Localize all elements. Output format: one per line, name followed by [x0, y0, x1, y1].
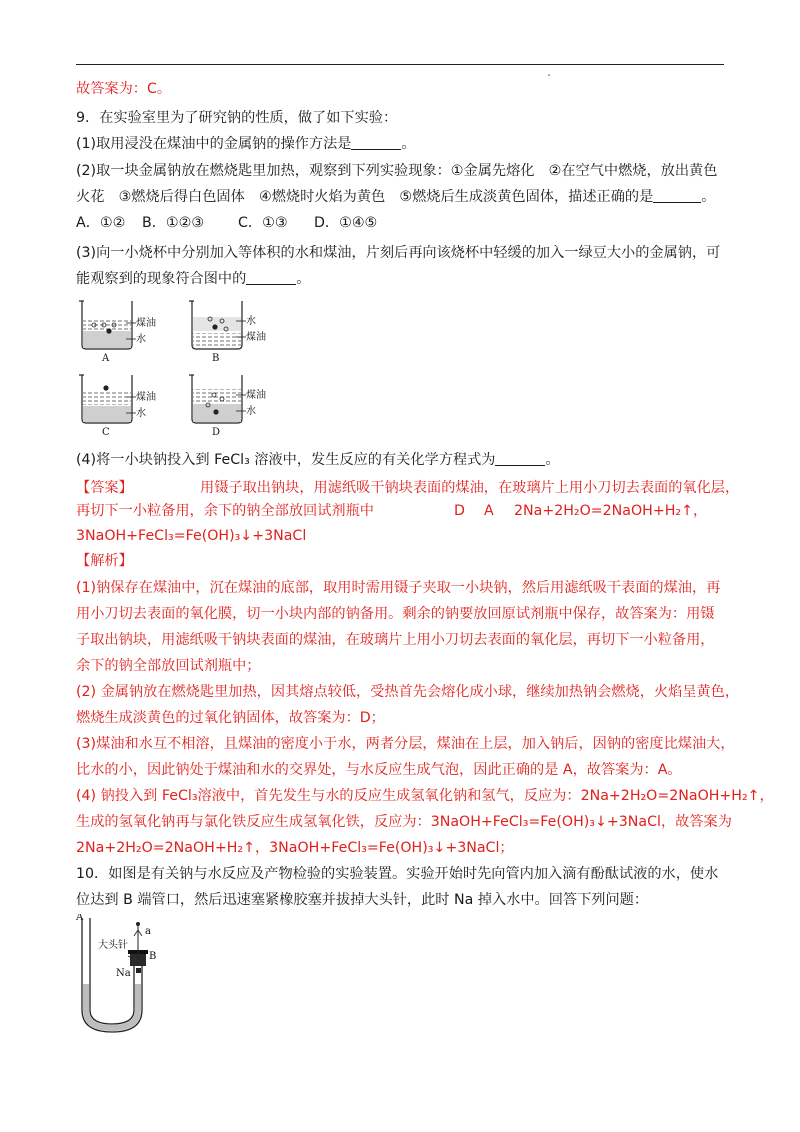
q9-part1 — [76, 134, 416, 154]
q9-part2-end: 。 — [701, 189, 716, 205]
beaker-c-letter: C — [102, 427, 110, 438]
beaker-b-bottom-label: 煤油 — [246, 332, 266, 343]
answer-tag: 【答案】 — [76, 480, 133, 496]
u-tube-label-b: B — [149, 951, 157, 962]
analysis-line: (1)钠保存在煤油中，沉在煤油的底部，取用时需用镊子夹取一小块钠，然后用滤纸吸干表面的煤油，再 — [76, 580, 721, 596]
analysis-tag: 【解析】 — [76, 553, 133, 569]
q9-part2-text: 火花 ③燃烧后得白色固体 ④燃烧时火焰为黄色 ⑤燃烧后生成淡黄色固体，描述正确的是 — [76, 189, 654, 205]
q9-options — [76, 213, 377, 233]
q9-part3-end: 。 — [296, 271, 311, 287]
q9-part4-text: (4)将一小块钠投入到 FeCl₃ 溶液中，发生反应的有关化学方程式为 — [76, 452, 496, 468]
answer-text-2: 再切下一小粒备用，余下的钠全部放回试剂瓶中 — [76, 503, 374, 519]
scan-dot — [548, 74, 550, 76]
analysis-line: (2) 金属钠放在燃烧匙里加热，因其熔点较低，受热首先会熔化成小球，继续加热钠会燃烧，火焰呈黄色， — [76, 684, 740, 700]
u-tube-figure — [76, 914, 196, 1038]
analysis-line: 燃烧生成淡黄色的过氧化钠固体，故答案为：D； — [76, 710, 385, 726]
q10-line2: 位达到 B 端管口，然后迅速塞紧橡胶塞并拔掉大头针，此时 Na 掉入水中。回答下列问题： — [76, 892, 649, 908]
answer-blank — [495, 451, 545, 466]
q9-part3-text: 能观察到的现象符合图中的 — [76, 271, 247, 287]
answer-line2 — [76, 501, 707, 521]
u-tube-label-pin: 大头针 — [98, 940, 128, 951]
u-tube-label-na: Na — [116, 968, 131, 979]
q9-part3-line1: (3)向一小烧杯中分别加入等体积的水和煤油，片刻后再向该烧杯中轻缓的加入一绿豆大小的金属钠，可 — [76, 245, 721, 261]
analysis-line: 余下的钠全部放回试剂瓶中； — [76, 658, 261, 674]
q9-part2-line1: (2)取一块金属钠放在燃烧匙里加热，观察到下列实验现象：①金属先熔化 ②在空气中燃烧，放出黄色 — [76, 163, 718, 179]
answer-blank — [246, 270, 296, 285]
prev-answer: 故答案为：C。 — [76, 81, 172, 97]
answer-text-1: 用镊子取出钠块，用滤纸吸干钠块表面的煤油，在玻璃片上用小刀切去表面的氧化层， — [200, 480, 740, 496]
beaker-figure — [76, 295, 276, 441]
beaker-b-top-label: 水 — [246, 316, 256, 327]
q9-part1-text: (1)取用浸没在煤油中的金属钠的操作方法是 — [76, 136, 352, 152]
q9-part3-line2 — [76, 269, 310, 289]
u-tube-label-a-lower: a — [145, 926, 151, 937]
answer-line1 — [76, 478, 739, 498]
u-tube-label-a-upper: A — [76, 914, 84, 923]
beaker-d — [189, 375, 266, 438]
beaker-a-top-label: 煤油 — [136, 318, 156, 329]
q9-part4-end: 。 — [545, 452, 560, 468]
answer-a: A — [484, 503, 494, 519]
beaker-d-top-label: 煤油 — [246, 390, 266, 401]
option-c: C．①③ — [238, 215, 288, 231]
beaker-b — [189, 301, 266, 364]
answer-eq-1: 2Na+2H₂O=2NaOH+H₂↑， — [514, 503, 708, 519]
analysis-line: (4) 钠投入到 FeCl₃溶液中，首先发生与水的反应生成氢氧化钠和氢气，反应为：2Na+2H₂O=2NaOH+H₂↑， — [76, 788, 774, 804]
beaker-b-letter: B — [212, 353, 220, 364]
q9-part4 — [76, 450, 560, 470]
analysis-line: 子取出钠块，用滤纸吸干钠块表面的煤油，在玻璃片上用小刀切去表面的氧化层，再切下一小粒备用， — [76, 632, 715, 648]
beaker-a-bottom-label: 水 — [136, 334, 146, 345]
beaker-d-bottom-label: 水 — [246, 406, 256, 417]
answer-blank — [653, 188, 701, 203]
answer-blank — [351, 135, 401, 150]
beaker-a-letter: A — [102, 353, 110, 364]
option-b: B．①②③ — [142, 215, 205, 231]
option-a: A．①② — [76, 215, 126, 231]
q10-line1: 10．如图是有关钠与水反应及产物检验的实验装置。实验开始时先向管内加入滴有酚酞试液的水，使水 — [76, 866, 719, 882]
beaker-a — [79, 301, 156, 364]
analysis-line: 比水的小，因此钠处于煤油和水的交界处，与水反应生成气泡，因此正确的是 A，故答案为：A。 — [76, 762, 682, 778]
beaker-c-bottom-label: 水 — [136, 408, 146, 419]
analysis-line: 生成的氢氧化钠再与氯化铁反应生成氢氧化铁，反应为：3NaOH+FeCl₃=Fe(OH)₃↓+3NaCl，故答案为 — [76, 814, 732, 830]
q9-part2-line2 — [76, 187, 716, 207]
beaker-c-top-label: 煤油 — [136, 392, 156, 403]
answer-d: D — [454, 503, 465, 519]
analysis-line: 2Na+2H₂O=2NaOH+H₂↑，3NaOH+FeCl₃=Fe(OH)₃↓+3NaCl； — [76, 840, 514, 856]
analysis-line: 用小刀切去表面的氧化膜，切一小块内部的钠备用。剩余的钠要放回原试剂瓶中保存，故答案为：用镊 — [76, 606, 715, 622]
q9-stem: 9．在实验室里为了研究钠的性质，做了如下实验： — [76, 110, 398, 126]
analysis-line: (3)煤油和水互不相溶，且煤油的密度小于水，两者分层，煤油在上层，加入钠后，因钠的密度比煤油大， — [76, 736, 735, 752]
q9-part1-end: 。 — [401, 136, 416, 152]
beaker-d-letter: D — [212, 427, 221, 438]
option-d: D．①④⑤ — [314, 215, 378, 231]
answer-line3: 3NaOH+FeCl₃=Fe(OH)₃↓+3NaCl — [76, 528, 307, 544]
header-rule — [76, 64, 724, 65]
beaker-c — [79, 375, 156, 438]
